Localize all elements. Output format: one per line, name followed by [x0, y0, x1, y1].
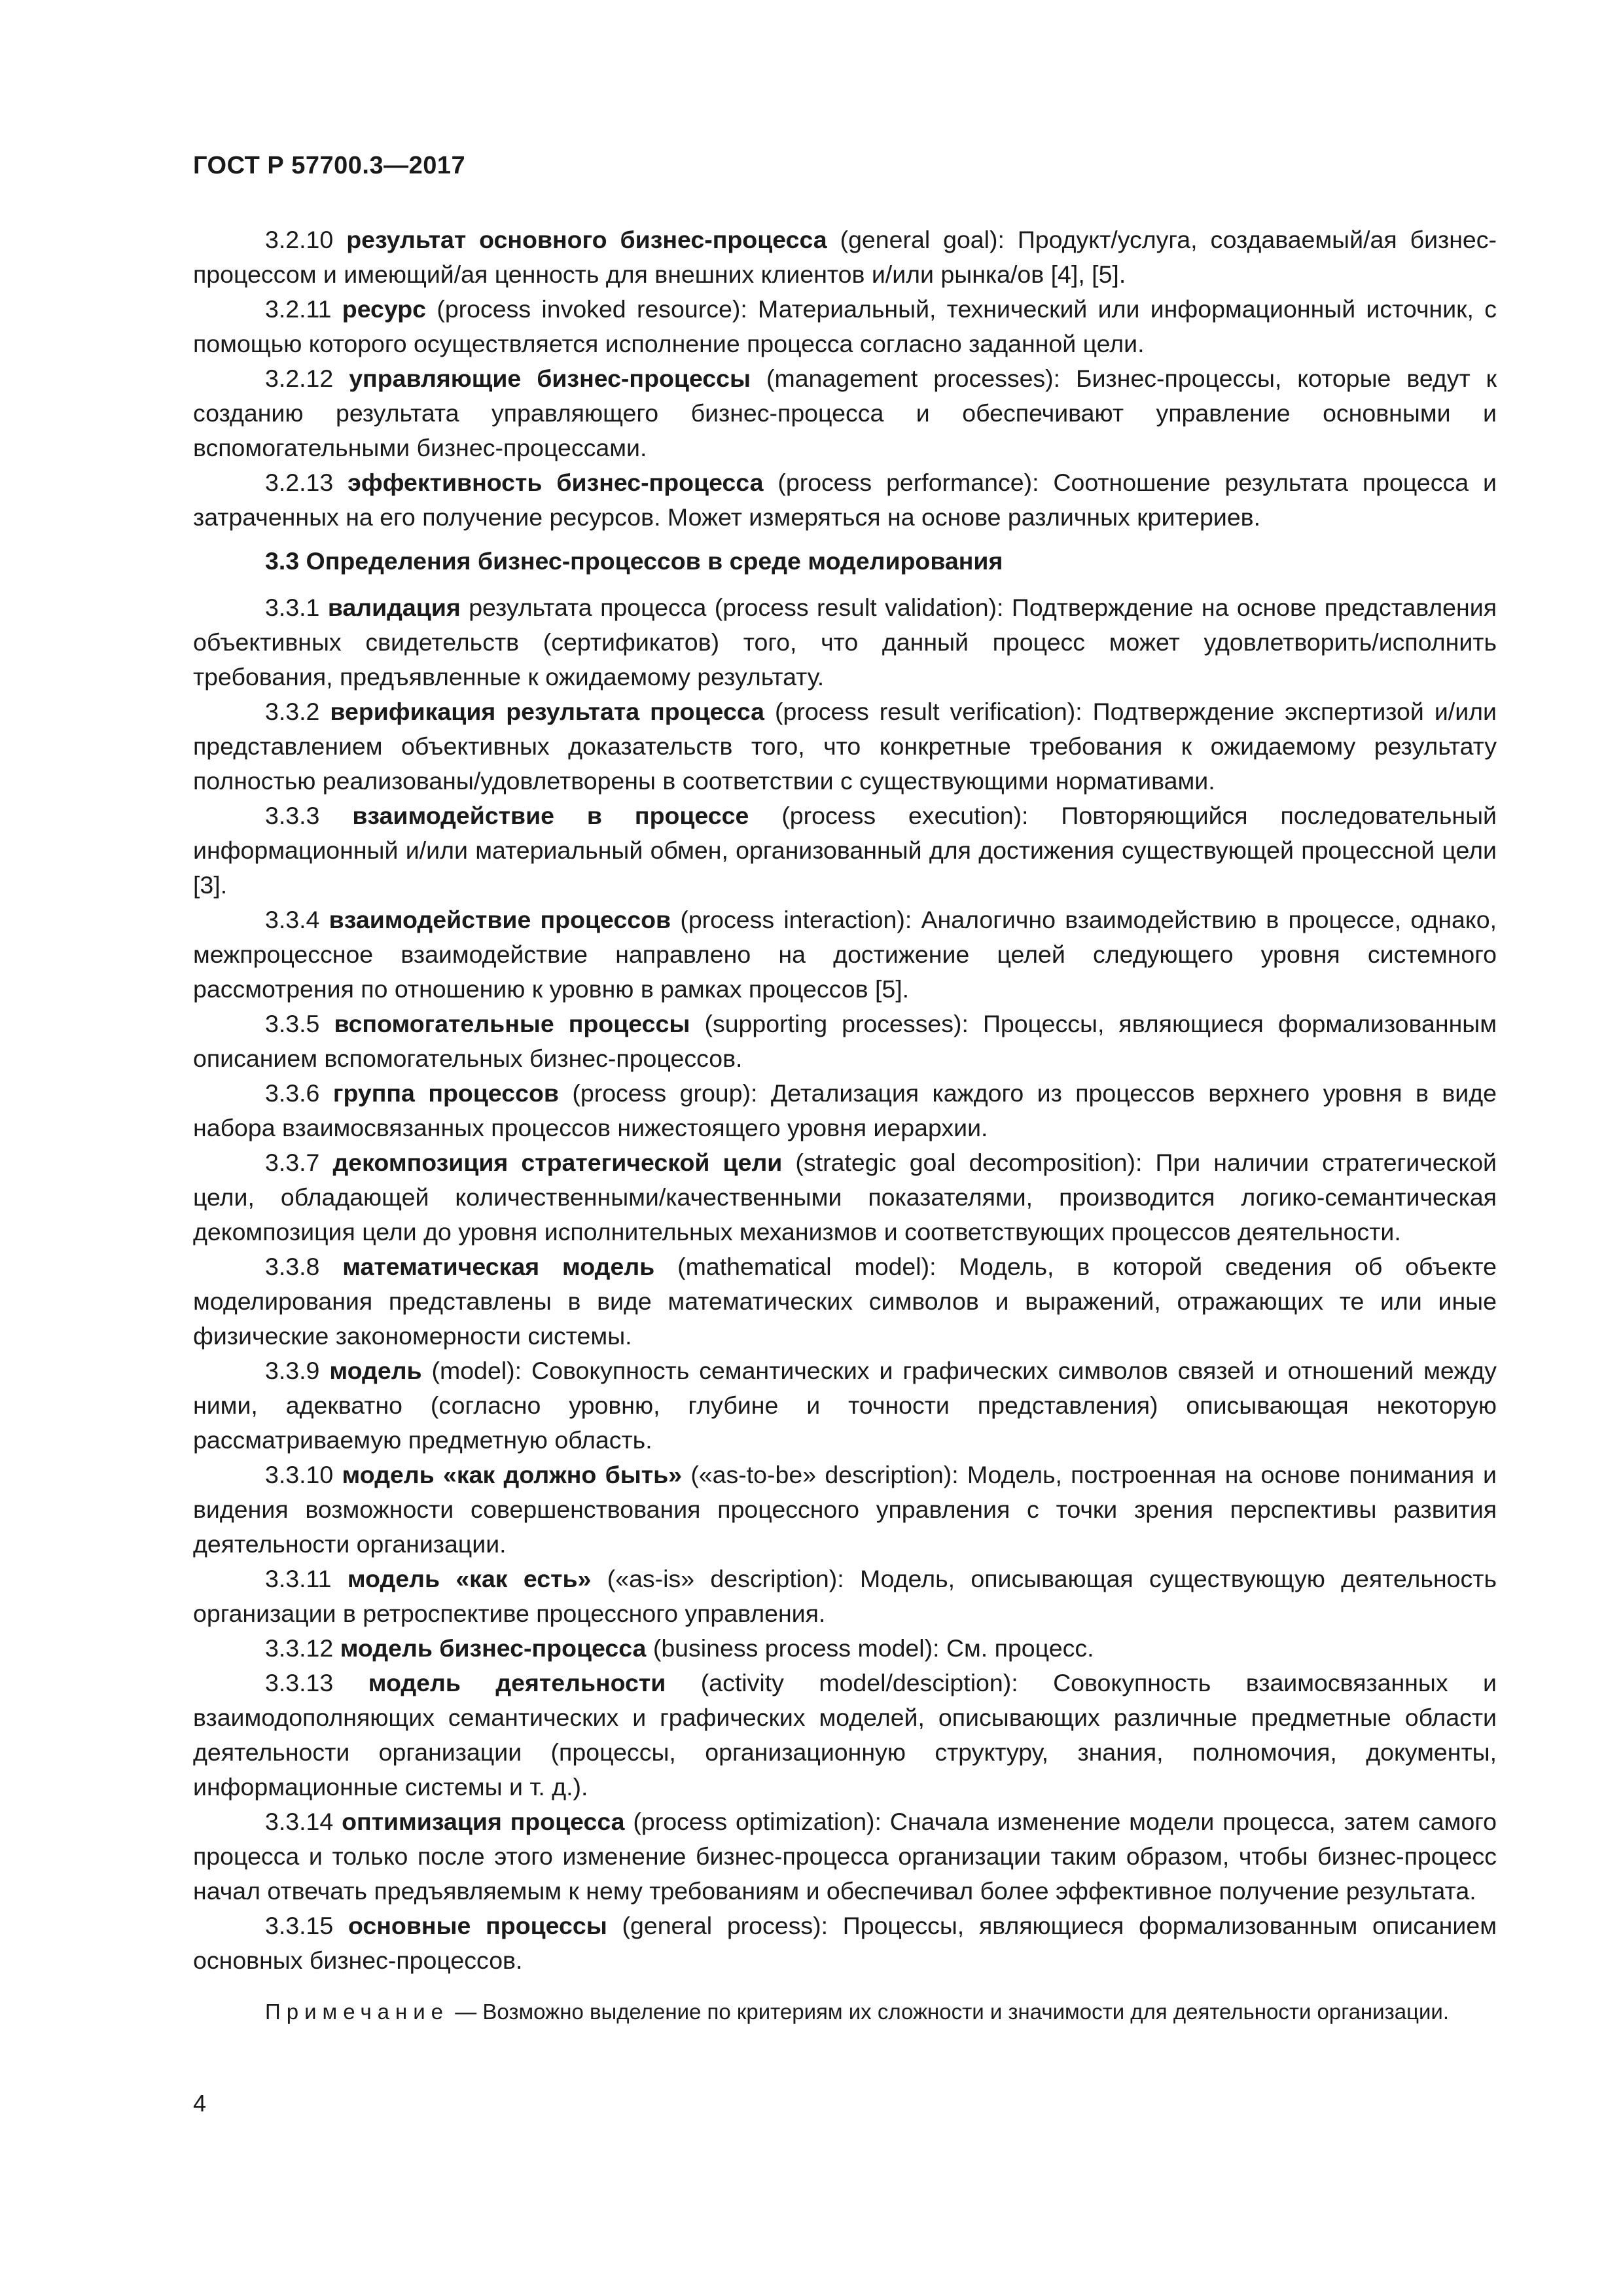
- definition-term: модель «как есть»: [347, 1565, 592, 1592]
- definition-term: верификация результата процесса: [330, 698, 765, 725]
- definition-term: вспомогательные процессы: [334, 1010, 690, 1037]
- definition-entry: [193, 798, 1497, 903]
- definition-body: (general goal): Продукт/услуга, создаваемый/ая бизнес-процессом и имеющий/ая ценность для внешних клиентов и/или рынка/ов [4], [5].: [193, 226, 1497, 288]
- definition-entry: [193, 1909, 1497, 1978]
- definition-term: декомпозиция стратегической цели: [332, 1149, 783, 1176]
- definition-body: (process performance): Соотношение результата процесса и затраченных на его получение ресурсов. Может измеряться на основе различных критериев.: [193, 469, 1497, 531]
- definition-body: (process invoked resource): Материальный, технический или информационный источник, с помощью которого осуществляется исполнение процесса согласно заданной цели.: [193, 295, 1497, 357]
- definition-entry: [193, 1354, 1497, 1458]
- definition-entry: [193, 1145, 1497, 1249]
- definition-entry: [193, 465, 1497, 535]
- definition-number: 3.3.4: [265, 906, 320, 933]
- definition-term: управляющие бизнес-процессы: [349, 365, 751, 392]
- section-heading: 3.3 Определения бизнес-процессов в среде моделирования: [265, 547, 1003, 575]
- definition-number: 3.3.6: [265, 1079, 320, 1107]
- definition-number: 3.2.11: [265, 295, 332, 323]
- definition-term: группа процессов: [332, 1079, 559, 1107]
- document-standard-title: ГОСТ Р 57700.3—2017: [193, 152, 466, 179]
- definition-number: 3.3.3: [265, 802, 320, 829]
- definition-entry: [193, 1631, 1497, 1666]
- definition-term: результат основного бизнес-процесса: [346, 226, 827, 253]
- definition-body: (process interaction): Аналогично взаимодействию в процессе, однако, межпроцессное взаимодействие направлено на достижение целей следующего уровня системного рассмотрения по отношению к уровню в рамках процессов [5].: [193, 906, 1497, 1003]
- definition-number: 3.3.9: [265, 1357, 320, 1384]
- definition-entry: [193, 292, 1497, 361]
- definition-entry: [193, 223, 1497, 292]
- definition-entry: [193, 694, 1497, 798]
- definition-body: («as-is» description): Модель, описывающая существующую деятельность организации в ретроспективе процессного управления.: [193, 1565, 1497, 1627]
- definition-entry: [193, 1562, 1497, 1631]
- definition-number: 3.3.7: [265, 1149, 320, 1176]
- definition-entry: [193, 1804, 1497, 1909]
- definition-term: основные процессы: [348, 1912, 607, 1939]
- definition-body: (supporting processes): Процессы, являющиеся формализованным описанием вспомогательных бизнес-процессов.: [193, 1010, 1497, 1072]
- definition-entry: [193, 1666, 1497, 1804]
- definition-body: (business process model): См. процесс.: [652, 1634, 1094, 1662]
- definition-body: (process result verification): Подтверждение экспертизой и/или представлением объективных доказательств того, что конкретные требования к ожидаемому результату полностью реализованы/удовлетворены в соответствии с существующими нормативами.: [193, 698, 1497, 795]
- definition-body: (activity model/desciption): Совокупность взаимосвязанных и взаимодополняющих семантических и графических моделей, описывающих различные предметные области деятельности организации (процессы, организационную структуру, знания, полномочия, документы, информационные системы и т. д.).: [193, 1669, 1497, 1801]
- definition-entry: [193, 1458, 1497, 1562]
- definition-term: ресурс: [342, 295, 427, 323]
- definition-number: 3.3.14: [265, 1808, 334, 1835]
- definition-number: 3.3.1: [265, 594, 320, 621]
- definition-number: 3.3.8: [265, 1253, 320, 1280]
- definition-body: (process execution): Повторяющийся последовательный информационный и/или материальный обмен, организованный для достижения существующей процессной цели [3].: [193, 802, 1497, 899]
- definition-number: 3.3.2: [265, 698, 320, 725]
- definition-entry: [193, 903, 1497, 1007]
- document-body: [193, 223, 1497, 2049]
- definition-body: (model): Совокупность семантических и графических символов связей и отношений между ними, адекватно (согласно уровню, глубине и точности представления) описывающая некоторую рассматриваемую предметную область.: [193, 1357, 1497, 1454]
- definition-entry: [193, 590, 1497, 694]
- definition-number: 3.2.10: [265, 226, 334, 253]
- definition-term: модель: [329, 1357, 422, 1384]
- definition-entry: [193, 1249, 1497, 1354]
- note-label: Примечание: [265, 2000, 450, 2024]
- definition-body: (general process): Процессы, являющиеся формализованным описанием основных бизнес-процессов.: [193, 1912, 1497, 1974]
- page-number: 4: [193, 2090, 207, 2117]
- definition-body: (strategic goal decomposition): При наличии стратегической цели, обладающей количественными/качественными показателями, производится логико-семантическая декомпозиция цели до уровня исполнительных механизмов и соответствующих процессов деятельности.: [193, 1149, 1497, 1246]
- definition-term: валидация: [327, 594, 461, 621]
- definition-term: взаимодействие процессов: [329, 906, 671, 933]
- note-text: — Возможно выделение по критериям их сложности и значимости для деятельности организации.: [455, 2000, 1450, 2024]
- definition-number: 3.3.11: [265, 1565, 332, 1592]
- definition-number: 3.2.12: [265, 365, 334, 392]
- definition-body: (process optimization): Сначала изменение модели процесса, затем самого процесса и только после этого изменение бизнес-процесса организации таким образом, чтобы бизнес-процесс начал отвечать предъявляемым к нему требованиям и обеспечивал более эффективное получение результата.: [193, 1808, 1497, 1905]
- definition-number: 3.3.10: [265, 1461, 334, 1488]
- definition-number: 3.3.5: [265, 1010, 320, 1037]
- definition-body: («as-to-be» description): Модель, построенная на основе понимания и видения возможности совершенствования процессного управления с точки зрения перспективы развития деятельности организации.: [193, 1461, 1497, 1558]
- definition-term: математическая модель: [342, 1253, 655, 1280]
- definition-term: модель бизнес-процесса: [340, 1634, 647, 1662]
- definition-number: 3.3.15: [265, 1912, 334, 1939]
- definition-entry: [193, 1007, 1497, 1076]
- definition-entry: [193, 1076, 1497, 1145]
- definition-number: 3.3.12: [265, 1634, 334, 1662]
- note-paragraph: [193, 1996, 1497, 2028]
- definition-body: (management processes): Бизнес-процессы, которые ведут к созданию результата управляющего бизнес-процесса и обеспечивают управление основными и вспомогательными бизнес-процессами.: [193, 365, 1497, 461]
- definition-term: оптимизация процесса: [342, 1808, 625, 1835]
- definition-number: 3.2.13: [265, 469, 334, 496]
- definition-term: модель деятельности: [368, 1669, 666, 1696]
- definition-body: (process group): Детализация каждого из процессов верхнего уровня в виде набора взаимосвязанных процессов нижестоящего уровня иерархии.: [193, 1079, 1497, 1141]
- definition-body: результата процесса (process result validation): Подтверждение на основе представления объективных свидетельств (сертификатов) того, что данный процесс может удовлетворить/исполнить требования, предъявленные к ожидаемому результату.: [193, 594, 1497, 691]
- definition-number: 3.3.13: [265, 1669, 334, 1696]
- definition-term: взаимодействие в процессе: [352, 802, 749, 829]
- definition-term: модель «как должно быть»: [342, 1461, 683, 1488]
- definition-term: эффективность бизнес-процесса: [348, 469, 764, 496]
- definition-entry: [193, 361, 1497, 465]
- definition-body: (mathematical model): Модель, в которой сведения об объекте моделирования представлены в виде математических символов и выражений, отражающих те или иные физические закономерности системы.: [193, 1253, 1497, 1350]
